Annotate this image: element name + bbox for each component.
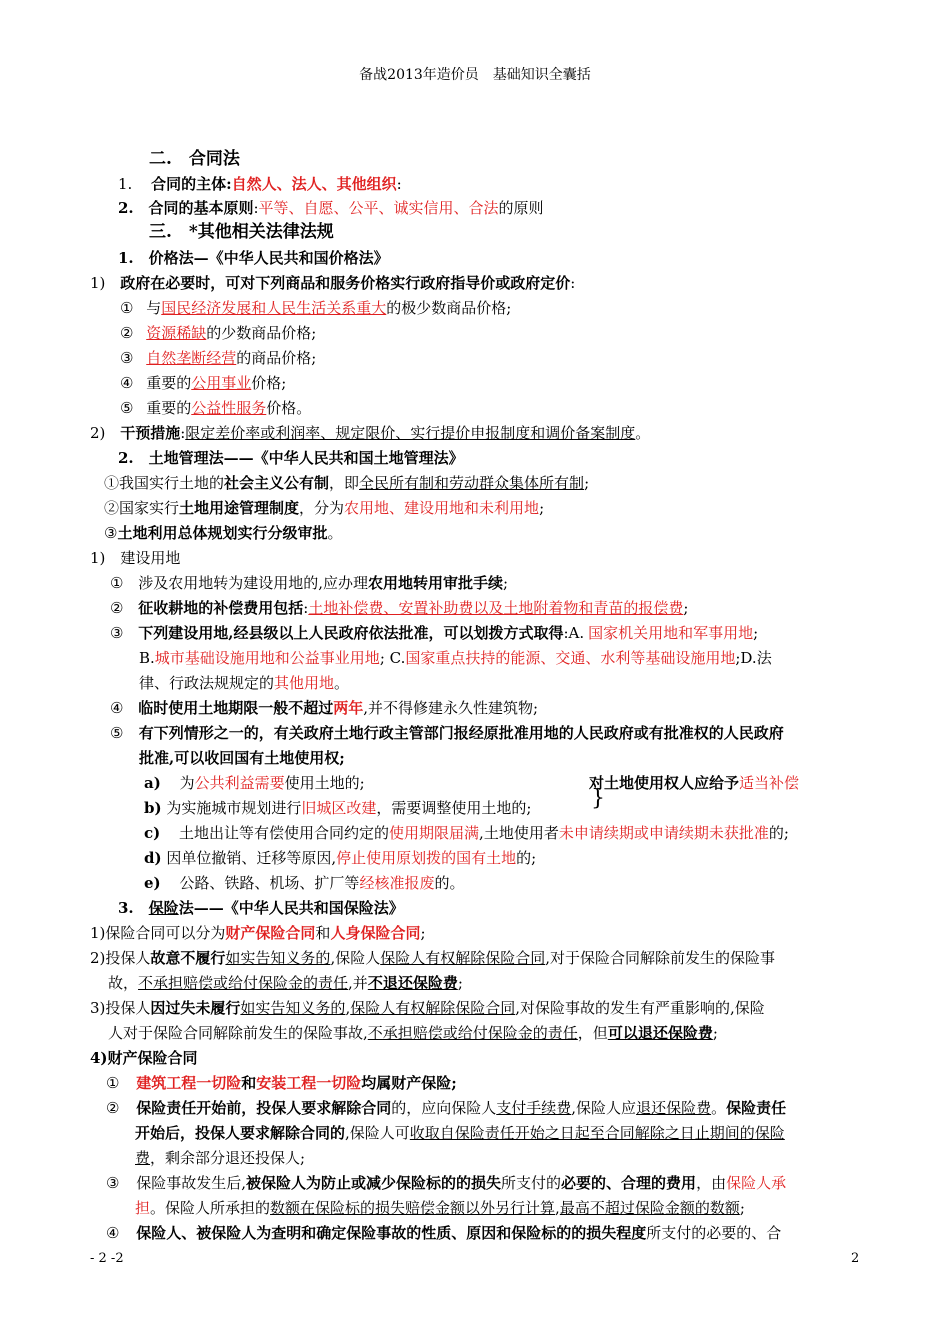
text: ,保险人应 [571,1099,637,1117]
text: 征收耕地的补偿费用包括 [138,599,304,617]
text: : [253,199,259,217]
text: ; [739,1199,745,1217]
list-item [120,398,311,418]
text: 农用地、建设用地和未利用地 [344,499,540,517]
text: 所支付的必要的、合 [646,1224,782,1242]
text: ; C. [379,649,406,667]
text: ; [539,499,545,517]
item-number: ① [120,299,134,317]
text: ; [683,599,689,617]
page-header: 备战2013年造价员 基础知识全囊括 [359,67,591,83]
text: 与 [146,299,162,317]
text: 因过失未履行 [150,999,241,1017]
text: 不承担赔偿或给付保险金的责任 [367,1024,578,1042]
list-item-continuation [108,1023,718,1043]
text: ;D.法 [735,649,772,667]
text: 保险人承 [726,1174,787,1192]
text: 退还保险费 [636,1099,712,1117]
text: 限定差价率或利润率、规定限价、实行提价申报制度和调价备案制度 [185,424,636,442]
item-letter: e) [144,874,161,892]
list-item [118,174,402,194]
list-item [110,573,508,593]
section-heading-other-laws: 三. *其他相关法律法规 [149,222,334,242]
text: 2)投保人 [90,949,151,967]
item-number: ⑤ [120,399,134,417]
list-item [104,498,544,518]
list-item [110,623,758,643]
text: ，分为 [299,499,345,517]
list-item [120,373,286,393]
subheading-property-insurance: 4)财产保险合同 [90,1049,198,1067]
item-number: ③ [106,1174,120,1192]
text: 法——《中华人民共和国保险法》 [178,899,404,917]
text: 城市基础设施用地和公益事业用地 [154,649,380,667]
text: 不承担赔偿或给付保险金的责任 [138,974,349,992]
list-item-continuation: 批准,可以收回国有土地使用权; [139,749,345,767]
text: 故， [108,974,139,992]
text: 不退还保险费 [367,974,458,992]
item-number: ④ [110,699,124,717]
text: 。 [711,1099,727,1117]
text: 律、行政法规规定的 [139,674,275,692]
list-item [90,273,575,293]
text: 3)投保人 [90,999,151,1017]
list-item [90,948,775,968]
text: ，由 [696,1174,727,1192]
item-letter: c) [144,824,161,842]
list-item [104,473,589,493]
text: 临时使用土地期限一般不超过 [138,699,334,717]
list-item [110,723,784,743]
text: 公路、铁路、机场、扩厂等 [179,874,360,892]
text: 。保险人所承担的 [150,1199,271,1217]
text: 全民所有制和劳动群众集体所有制 [359,474,585,492]
item-number: ① [106,1074,120,1092]
text: 合同的主体: [151,175,232,193]
item-letter: a) [144,774,161,792]
brace-icon: } [591,786,605,811]
list-item [90,998,765,1018]
text: : [570,274,576,292]
list-item [90,423,650,443]
text: 国家机关用地和军事用地 [588,624,754,642]
item-number: ⑤ [110,724,124,742]
text: ; [753,624,759,642]
subsection-heading-price-law: 1. 价格法—《中华人民共和国价格法》 [118,249,389,267]
text: 的极少数商品价格; [386,299,512,317]
text: ; [584,474,590,492]
text: : [303,599,309,617]
text: 价格。 [266,399,312,417]
text: 合同的基本原则 [148,199,254,217]
sub-list-item [144,873,464,893]
text: 未申请续期或申请续期未获批准 [558,824,769,842]
compensation-note [589,773,799,793]
text: 有下列情形之一的，有关政府土地行政主管部门报经原批准用地的人民政府或有批准权的人民政府 [138,724,784,742]
text: 和 [315,924,331,942]
text: 其他用地 [274,674,335,692]
text: 保险 [148,899,179,917]
text: ,并 [348,974,368,992]
list-item [120,298,511,318]
text: 的商品价格; [236,349,317,367]
text: 土地利用总体规划实行分级审批 [117,524,328,542]
text: B. [139,649,155,667]
list-item [120,348,316,368]
text: 费 [135,1149,151,1167]
text: 必要的、合理的费用 [561,1174,697,1192]
text: 政府在必要时，可对下列商品和服务价格实行政府指导价或政府定价 [120,274,571,292]
text: 保险人有权解除保险合同 [380,949,546,967]
text: 安装工程一切险 [256,1074,362,1092]
list-item [90,923,426,943]
list-item-continuation [108,973,463,993]
item-number: 2. [118,199,134,217]
text: 。 [635,424,651,442]
text: 担 [135,1199,151,1217]
item-number: 1) [90,274,106,292]
text: 1)保险合同可以分为 [90,924,226,942]
text: 的; [768,824,789,842]
text: 人对于保险合同解除前发生的保险事故, [108,1024,368,1042]
list-item [106,1173,786,1193]
text: 旧城区改建 [301,799,377,817]
text: ; [420,924,426,942]
text: 公共利益需要 [194,774,285,792]
text: 的少数商品价格; [206,324,317,342]
list-item-continuation [139,673,349,693]
text: 干预措施 [120,424,181,442]
text: ,并不得修建永久性建筑物; [363,699,539,717]
text: ，但 [577,1024,608,1042]
text: 被保险人为防止或减少保险标的的损失 [246,1174,502,1192]
sub-list-item [144,848,536,868]
text: 自然垄断经营 [146,349,237,367]
text: 保险责任开始前，投保人要求解除合同 [136,1099,392,1117]
item-letter: d) [144,849,162,867]
text: 重要的 [146,374,192,392]
subheading-construction-land: 1) 建设用地 [90,549,181,567]
text: ; [457,974,463,992]
item-number: ③ [110,624,124,642]
text: 开始后，投保人要求解除合同的 [135,1124,346,1142]
text: 公用事业 [191,374,252,392]
text: 使用土地的; [284,774,365,792]
text: 农用地转用审批手续 [368,574,504,592]
text: 为实施城市规划进行 [166,799,302,817]
page-number: 2 [851,1251,860,1266]
list-item [110,598,688,618]
text: 土地出让等有偿使用合同约定的 [179,824,390,842]
list-item-continuation [135,1148,305,1168]
text: 土地用途管理制度 [179,499,300,517]
text: 和 [241,1074,257,1092]
text: 价格; [251,374,287,392]
text: :A. [563,624,585,642]
text: 保险事故发生后, [136,1174,247,1192]
item-number: ④ [106,1224,120,1242]
text: 重要的 [146,399,192,417]
text: ②国家实行 [104,499,180,517]
list-item [106,1098,786,1118]
text: : [180,424,186,442]
text: 的，应向保险人 [391,1099,497,1117]
text: 资源稀缺 [146,324,207,342]
text: 对土地使用权人应给予 [589,774,740,792]
subsection-heading-land-law: 2. 土地管理法——《中华人民共和国土地管理法》 [118,449,464,467]
text: 自然人、法人、其他组织 [231,175,397,193]
text: 因单位撤销、迁移等原因, [166,849,337,867]
text: ,保险人 [330,949,381,967]
item-number: ② [110,599,124,617]
text: 使用期限届满 [389,824,480,842]
text: ①我国实行土地的 [104,474,225,492]
item-letter: b) [144,799,162,817]
item-number: ④ [120,374,134,392]
sub-list-item [144,798,531,818]
item-number: ③ [120,349,134,367]
list-item-continuation [135,1198,745,1218]
list-item [104,523,342,543]
text: 最高不超过保险金额的数额 [559,1199,740,1217]
text: , [555,1199,560,1217]
text: 3. [118,899,149,917]
sub-list-item [144,773,365,793]
text: 。 [334,674,350,692]
list-item [106,1223,781,1243]
text: 两年 [333,699,364,717]
text: 土地补偿费、安置补助费以及土地附着物和青苗的报偿费 [308,599,684,617]
text: 为 [179,774,195,792]
text: 的。 [434,874,465,892]
text: : [396,175,402,193]
text: ,对于保险合同解除前发生的保险事 [545,949,776,967]
text: 故意不履行 [150,949,226,967]
list-item-continuation [139,648,772,668]
section-heading-contract-law: 二. 合同法 [149,149,240,169]
text: 适当补偿 [739,774,800,792]
item-number: ② [106,1099,120,1117]
text: 可以退还保险费 [607,1024,713,1042]
text: 所支付的 [501,1174,562,1192]
text: 国民经济发展和人民生活关系重大 [161,299,387,317]
list-item-continuation [135,1123,785,1143]
text: 财产保险合同 [225,924,316,942]
text: ,对保险事故的发生有严重影响的,保险 [515,999,765,1017]
text: 经核准报废 [359,874,435,892]
text: ，即 [329,474,360,492]
text: 公益性服务 [191,399,267,417]
text: 的原则 [498,199,544,217]
text: ，需要调整使用土地的; [376,799,532,817]
text: 人身保险合同 [330,924,421,942]
text: 均属财产保险; [361,1074,457,1092]
text: 。 [327,524,343,542]
text: ,保险人可 [345,1124,410,1142]
text: 的; [516,849,537,867]
text: ; [712,1024,718,1042]
text: ; [503,574,509,592]
text: 支付手续费 [496,1099,572,1117]
page-footer-left: - 2 -2 [90,1251,124,1266]
text: ③ [104,524,118,542]
list-item [106,1073,457,1093]
text: 下列建设用地,经县级以上人民政府依法批准，可以划拨方式取得 [138,624,564,642]
list-item [120,323,316,343]
subsection-heading-insurance-law [118,898,404,918]
text: 社会主义公有制 [224,474,330,492]
text: 收取自保险责任开始之日起至合同解除之日止期间的保险 [409,1124,785,1142]
text: 保险责任 [726,1099,787,1117]
text: 数额在保险标的损失赔偿金额以外另行计算 [270,1199,556,1217]
item-number: 1. [118,175,133,193]
text: 建筑工程一切险 [136,1074,242,1092]
text: 如实告知义务的 [225,949,331,967]
sub-list-item [144,823,789,843]
text: 国家重点扶持的能源、交通、水利等基础设施用地 [405,649,736,667]
text: 保险人有权解除保险合同 [350,999,516,1017]
text: 保险人、被保险人为查明和确定保险事故的性质、原因和保险标的的损失程度 [136,1224,647,1242]
item-number: 2) [90,424,106,442]
list-item [118,198,544,218]
item-number: ① [110,574,124,592]
item-number: ② [120,324,134,342]
text: ,土地使用者 [479,824,559,842]
list-item [110,698,538,718]
text: 如实告知义务的 [240,999,346,1017]
text: 停止使用原划拨的国有土地 [336,849,517,867]
text: ，剩余部分退还投保人; [150,1149,306,1167]
text: 平等、自愿、公平、诚实信用、合法 [258,199,499,217]
text: 涉及农用地转为建设用地的,应办理 [138,574,369,592]
text: , [345,999,351,1017]
